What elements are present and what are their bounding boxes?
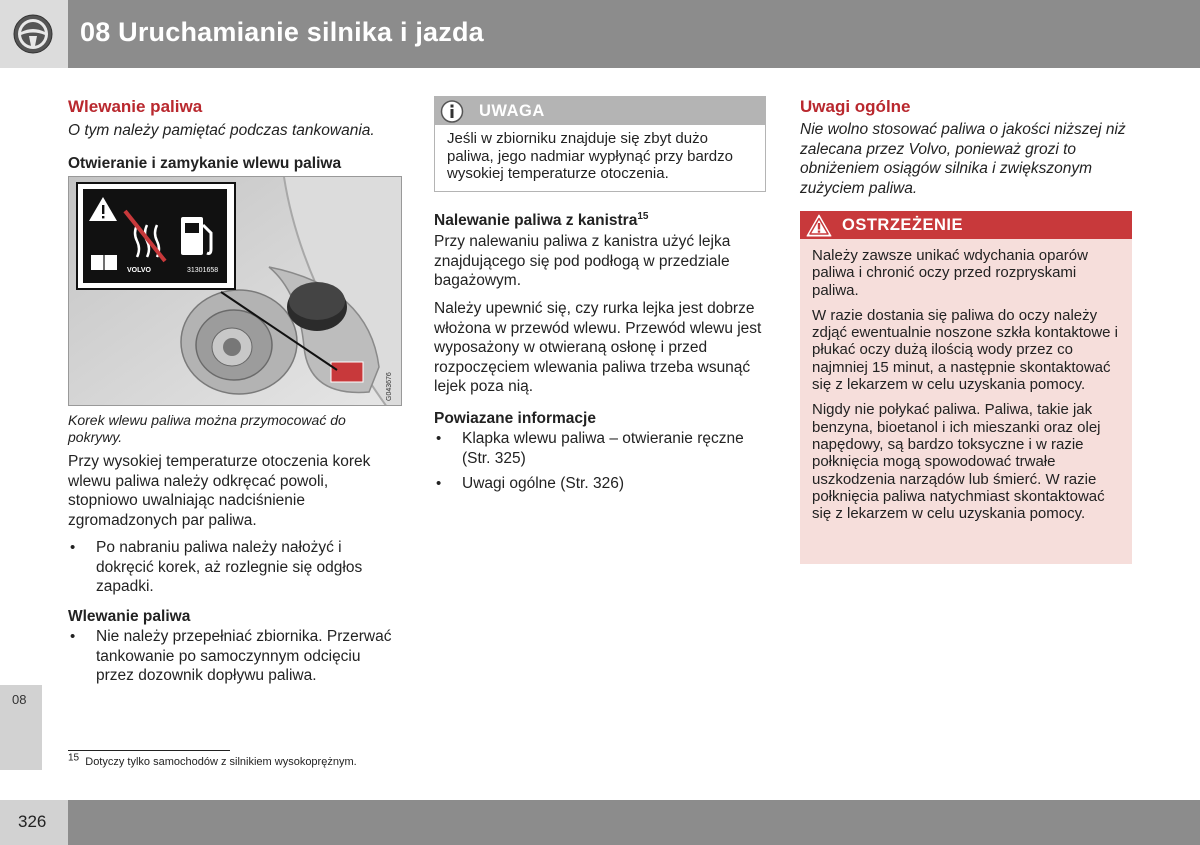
chapter-side-number: 08 [12,692,27,707]
footnote-divider [68,750,230,751]
subsection-heading: Wlewanie paliwa [68,608,191,625]
footer-bar [68,800,1200,845]
label-brand: VOLVO [127,267,151,274]
info-icon [440,100,464,123]
list-item: • Po nabraniu paliwa należy nałożyć i dokręcić korek, aż rozlegnie się odgłos zapadki. [68,538,398,597]
subsection-heading [434,211,764,231]
footnote-text: Dotyczy tylko samochodów z silnikiem wysokoprężnym. [85,756,357,768]
header-tab [0,0,68,68]
bullet-list [68,627,400,686]
fuel-filler-illustration [69,177,402,406]
paragraph: Należy upewnić się, czy rurka lejka jest dobrze włożona w przewód wlewu. Przewód wlewu jest wyposażony w otwieraną osłonę i przed rozpoczęciem wlewania paliwa trzeba wsunąć lejek poza nią. [434,300,762,395]
bullet-list [68,538,398,597]
section-title: Uwagi ogólne [800,97,911,116]
related-links [434,429,764,494]
related-link[interactable]: • Klapka wlewu paliwa – otwieranie ręczne (Str. 325) [434,429,764,468]
note-label: UWAGA [479,102,545,120]
warning-header [800,211,1132,239]
note-text: Jeśli w zbiorniku znajduje się zbyt dużo paliwa, jego nadmiar wypłynąć przy bardzo wysokiej temperaturze otoczenia. [447,130,733,182]
chapter-title: 08 Uruchamianie silnika i jazda [80,17,484,47]
image-code: G043676 [386,372,393,401]
section-intro: Nie wolno stosować paliwa o jakości niższej niż zalecana przez Volvo, ponieważ grozi to obniżeniem osiągów silnika i zwiększonym zużyciem paliwa. [800,121,1126,197]
steering-wheel-icon [12,13,54,55]
subsection-heading: Otwieranie i zamykanie wlewu paliwa [68,155,342,172]
footnote-number: 15 [68,752,80,764]
fuel-cap-photo [68,176,402,406]
image-caption: Korek wlewu paliwa można przymocować do pokrywy. [68,412,346,445]
list-item: • Nie należy przepełniać zbiornika. Przerwać tankowanie po samoczynnym odcięciu przez dozownik dopływu paliwa. [68,627,400,686]
subsection-heading: Powiazane informacje [434,410,596,427]
page-number: 326 [18,812,47,831]
section-subtitle: O tym należy pamiętać podczas tankowania. [68,122,375,139]
heading-text: Nalewanie paliwa z kanistra [434,212,638,229]
label-code: 31301658 [187,267,219,274]
note-header [435,97,765,125]
paragraph: Przy wysokiej temperaturze otoczenia korek wlewu paliwa należy odkręcać powoli, stopniowo uwalniając nadciśnienie zgromadzonych par paliwa. [68,453,371,529]
related-link[interactable]: • Uwagi ogólne (Str. 326) [434,474,764,494]
warning-box [800,211,1132,564]
warning-paragraph: Należy zawsze unikać wdychania oparów paliwa i chronić oczy przed rozpryskami paliwa. [812,247,1088,299]
note-box [434,96,766,192]
warning-body [800,239,1132,522]
footnote-ref: 15 [637,210,649,222]
warning-paragraph: W razie dostania się paliwa do oczy należy zdjąć ewentualnie noszone szkła kontaktowe i płukać oczy dużą ilością wody przez co najmniej 15 minut, a następnie skontaktować się z lekarzem w celu uzyskania pomocy. [812,306,1119,394]
warning-triangle-icon [806,214,832,237]
paragraph: Przy nalewaniu paliwa z kanistra użyć lejka znajdującego się pod podłogą w przedziale bagażowym. [434,233,731,289]
warning-label: OSTRZEŻENIE [842,216,964,234]
footnote [68,752,357,768]
warning-paragraph: Nigdy nie połykać paliwa. Paliwa, takie jak benzyna, bioetanol i ich mieszanki oraz olej napędowy, są bardzo toksyczne i w razie połknięcia mogą spowodować trwałe uszkodzenia narządów lub śmierć. W razie połknięcia paliwa natychmiast skontaktować się z lekarzem w celu uzyskania pomocy. [812,401,1105,523]
section-title: Wlewanie paliwa [68,97,203,116]
